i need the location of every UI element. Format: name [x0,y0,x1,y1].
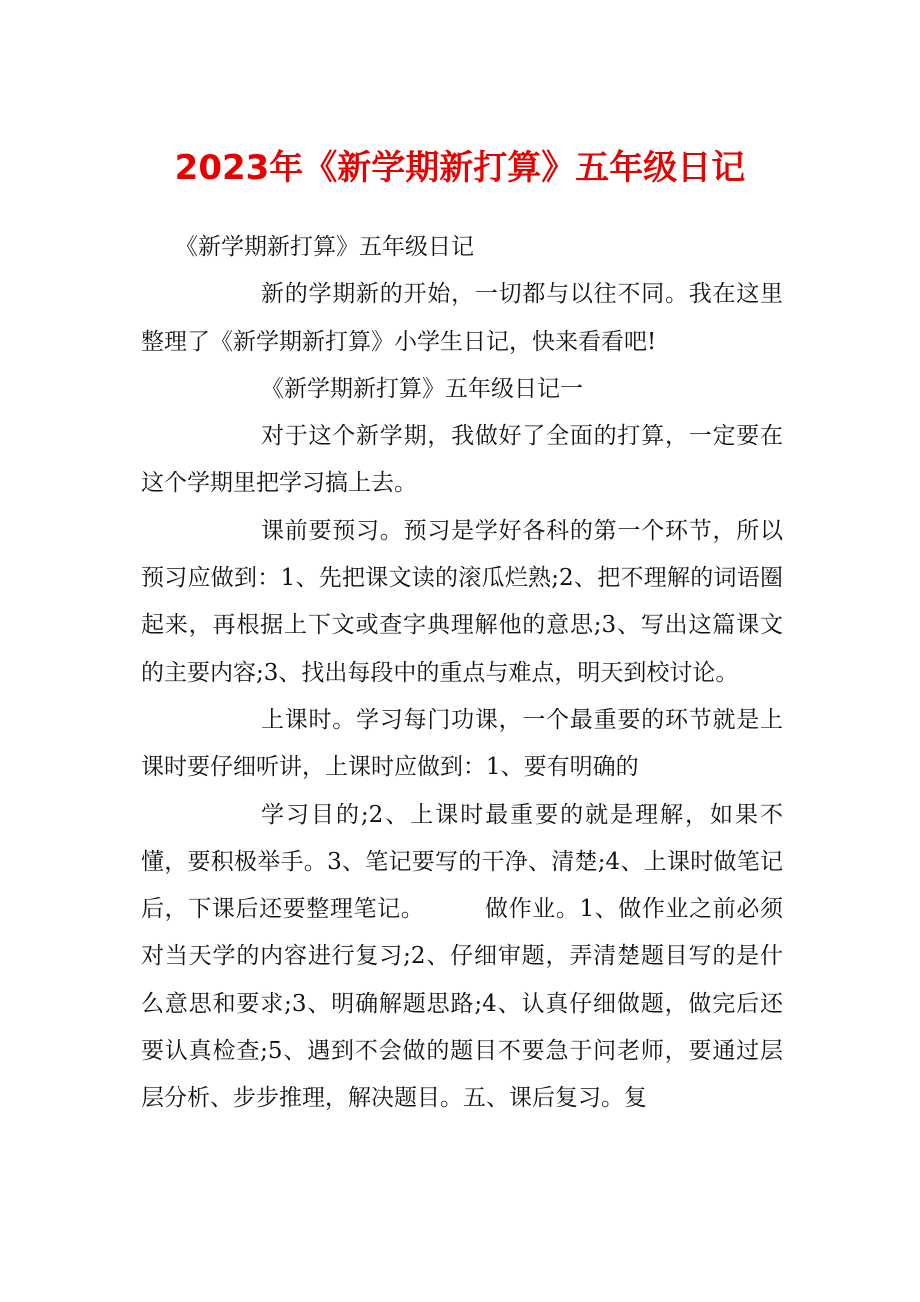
document-title: 2023年《新学期新打算》五年级日记 [174,148,746,188]
homework-text: 做作业。1、做作业之前必须对当天学的内容进行复习;2、仔细审题，弄清楚题目写的是什么意思和要求;3、明确解题思路;4、认真仔细做题，做完后还要认真检查;5、遇到不会做的题目不要急于问老师，要通过层层分析、步步推理，解决题目。五、课后复习。复 [141,896,783,1112]
section-heading: 《新学期新打算》五年级日记一 [261,375,583,402]
document-subtitle: 《新学期新打算》五年级日记 [175,234,474,260]
paragraph: 课前要预习。预习是学好各科的第一个环节，所以预习应做到：1、先把课文读的滚瓜烂熟;2、把不理解的词语圈起来，再根据上下文或查字典理解他的意思;3、写出这篇课文的主要内容;3、找出每段中的重点与难点，明天到校讨论。 [141,517,783,686]
continuation-text: 学习目的;2、上课时最重要的就是理解，如果不懂，要积极举手。3、笔记要写的干净、清楚;4、上课时做笔记后，下课后还要整理笔记。 [141,801,783,923]
intro-paragraph: 新的学期新的开始，一切都与以往不同。我在这里整理了《新学期新打算》小学生日记，快来看看吧! [141,281,783,355]
document-body [141,224,783,1123]
paragraph: 上课时。学习每门功课，一个最重要的环节就是上课时要仔细听讲，上课时应做到：1、要有明确的 [141,706,783,781]
paragraph: 对于这个新学期，我做好了全面的打算，一定要在这个学期里把学习搞上去。 [141,423,783,497]
paragraph-continuation [141,792,783,1123]
